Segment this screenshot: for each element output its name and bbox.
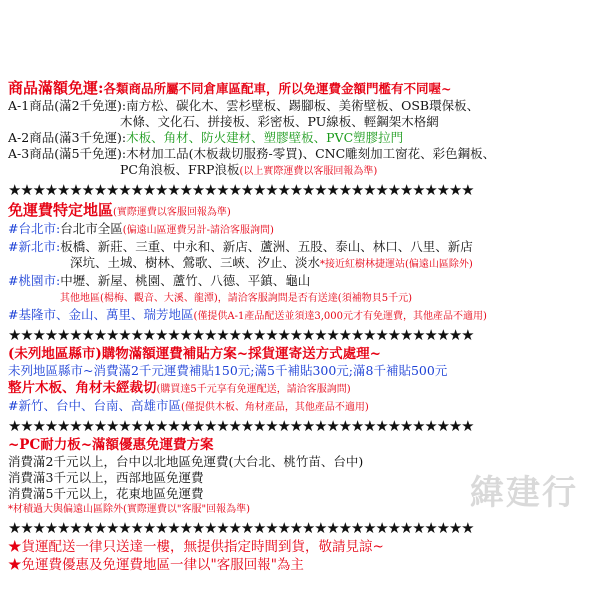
- newtaipei-1: 板橋、新莊、三重、中永和、新店、蘆洲、五股、泰山、林口、八里、新店: [60, 239, 473, 254]
- newtaipei-row: [8, 239, 592, 255]
- a1-row-2: [8, 114, 592, 130]
- keelung-row: [8, 307, 592, 325]
- pc-note: *材積過大與偏遠山區除外(實際運費以"客服"回報為準): [8, 504, 251, 515]
- newtaipei-row-2: [8, 255, 592, 273]
- taoyuan-note: 其他地區(楊梅、觀音、大溪、龍潭)，請洽客服詢問是否有送達(須補物貝5千元): [60, 293, 412, 304]
- intro-row: [8, 78, 592, 98]
- whole-board-title: 整片木板、角材未經裁切: [8, 380, 157, 396]
- footer-note-2: ★免運費優惠及免運費地區一律以"客服回報"為主: [8, 557, 304, 573]
- intro-title: 商品滿額免運:: [8, 79, 104, 97]
- star-divider: ★★★★★★★★★★★★★★★★★★★★★★★★★★★★★★★★★★★★★★: [8, 326, 474, 344]
- free-area-title-row: [8, 200, 592, 221]
- a3-row-2: [8, 162, 592, 180]
- free-area-title: 免運費特定地區: [8, 201, 114, 219]
- taipei-label: #台北市:: [8, 221, 61, 236]
- cities-label: #新竹、台中、台南、高雄市區: [8, 398, 181, 413]
- whole-board-row: [8, 379, 592, 398]
- newtaipei-note: *接近紅樹林捷運站(偏遠山區除外): [320, 259, 473, 270]
- newtaipei-2: 深坑、土城、樹林、鶯歌、三峽、汐止、淡水: [70, 255, 321, 270]
- a3-label: A-3商品(滿5千免運):: [8, 146, 127, 161]
- a1-row: [8, 98, 592, 114]
- intro-desc: 各類商品所屬不同倉庫區配車，所以免運費金額門檻有不同喔~: [103, 81, 452, 96]
- taoyuan-text: 中壢、新屋、桃園、蘆竹、八德、平鎮、龜山: [60, 273, 311, 288]
- a1-label: A-1商品(滿2千免運):: [8, 98, 127, 113]
- keelung-note: (僅提供A-1產品配送並須達3,000元才有免運費，其他產品不適用): [193, 311, 487, 322]
- star-divider: ★★★★★★★★★★★★★★★★★★★★★★★★★★★★★★★★★★★★★★: [8, 519, 474, 537]
- star-divider: ★★★★★★★★★★★★★★★★★★★★★★★★★★★★★★★★★★★★★★: [8, 417, 474, 435]
- star-divider: ★★★★★★★★★★★★★★★★★★★★★★★★★★★★★★★★★★★★★★: [8, 181, 474, 199]
- pc-line-2: 消費滿3千元以上，西部地區免運費: [8, 470, 204, 485]
- pc-line-3: 消費滿5千元以上，花東地區免運費: [8, 486, 204, 501]
- taoyuan-label: #桃園市:: [8, 273, 61, 288]
- a2-row: [8, 130, 592, 146]
- watermark-logo: 緯建行: [470, 473, 578, 513]
- subsidy-detail: 未列地區縣市~消費滿2千元運費補貼150元;滿5千補貼300元;滿8千補貼500元: [8, 363, 448, 378]
- a2-items: 木板、角材、防火建材、塑膠壁板、PVC塑膠拉門: [126, 130, 404, 145]
- a2-label: A-2商品(滿3千免運):: [8, 130, 127, 145]
- newtaipei-label: #新北市:: [8, 239, 61, 254]
- a1-items-1: 南方松、碳化木、雲杉壁板、踢腳板、美術壁板、OSB環保板、: [126, 98, 480, 113]
- taoyuan-row: [8, 273, 592, 289]
- subsidy-title: (未列地區縣市)購物滿額運費補貼方案~採貨運寄送方式處理~: [8, 346, 381, 362]
- a3-row: [8, 146, 592, 162]
- taoyuan-row-2: [8, 289, 592, 307]
- taipei-row: [8, 221, 592, 239]
- whole-board-note: (購買達5千元享有免運配送，請洽客服詢問): [156, 384, 351, 395]
- a3-note: (以上實際運費以客服回報為準): [239, 166, 378, 177]
- keelung-label: #基隆市、金山、萬里、瑞芳地區: [8, 307, 194, 322]
- taipei-text: 台北市全區: [60, 221, 123, 236]
- cities-note: (僅提供木板、角材產品，其他產品不適用): [180, 402, 369, 413]
- pc-line-1: 消費滿2千元以上，台中以北地區免運費(大台北、桃竹苗、台中): [8, 454, 364, 469]
- cities-row: [8, 398, 592, 416]
- a3-items-1: 木材加工品(木板裁切服務-零買)、CNC雕刻加工窗花、彩色鋼板、: [126, 146, 496, 161]
- taipei-note: (偏遠山區運費另計-請洽客服詢問): [122, 225, 274, 236]
- a3-items-2: PC角浪板、FRP浪板: [120, 162, 240, 177]
- free-area-title-note: (實際運費以客服回報為準): [113, 207, 231, 218]
- footer-note-1: ★貨運配送一律只送達一樓，無提供指定時間到貨，敬請見諒~: [8, 539, 384, 555]
- pc-title: ~PC耐力板~滿額優惠免運費方案: [8, 437, 214, 453]
- a1-items-2: 木條、文化石、拼接板、彩密板、PU線板、輕鋼架木格網: [120, 114, 439, 129]
